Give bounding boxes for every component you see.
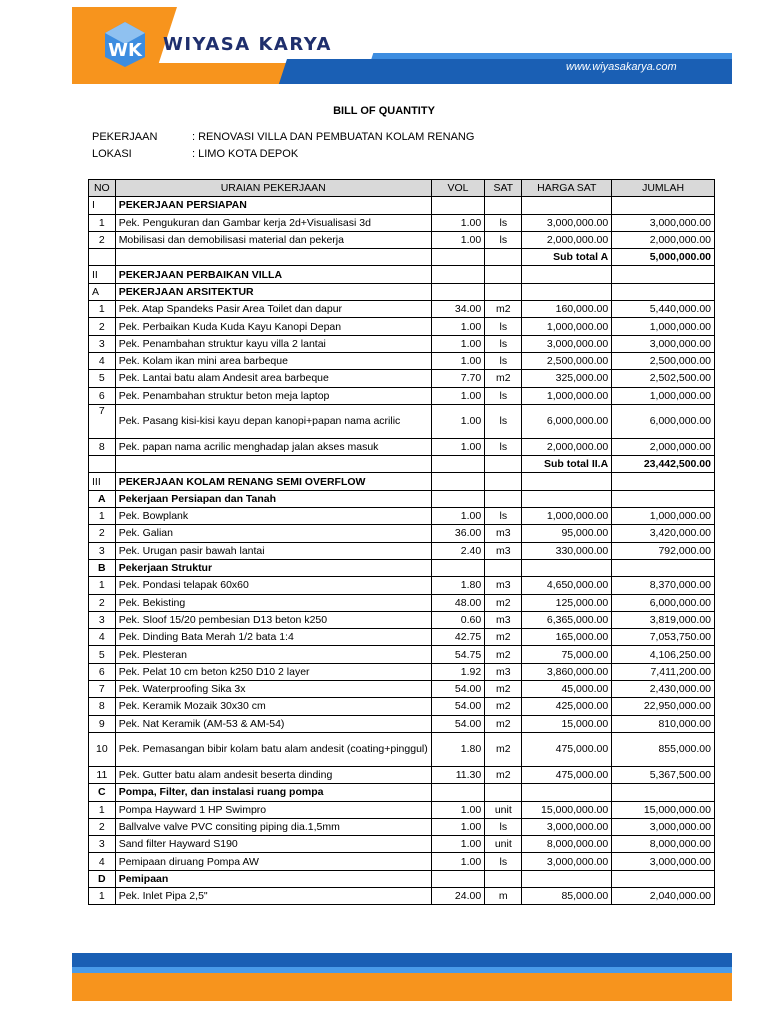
row-harga: 1,000,000.00 (522, 318, 612, 335)
row-harga: 15,000.00 (522, 715, 612, 732)
row-vol: 36.00 (431, 525, 484, 542)
row-vol: 1.00 (431, 818, 484, 835)
row-uraian: Pek. Keramik Mozaik 30x30 cm (115, 698, 431, 715)
empty-cell (431, 490, 484, 507)
row-sat: m3 (485, 525, 522, 542)
row-harga: 85,000.00 (522, 887, 612, 904)
empty-cell (612, 870, 715, 887)
empty-cell (522, 490, 612, 507)
empty-cell (522, 473, 612, 490)
row-harga: 425,000.00 (522, 698, 612, 715)
subtotal-value: 5,000,000.00 (612, 249, 715, 266)
row-no: C (89, 784, 116, 801)
empty-cell (522, 197, 612, 214)
row-jumlah: 792,000.00 (612, 542, 715, 559)
row-harga: 475,000.00 (522, 732, 612, 766)
row-no: 8 (89, 698, 116, 715)
row-no: 5 (89, 646, 116, 663)
subtotal-row (89, 456, 715, 473)
row-uraian: Pek. Lantai batu alam Andesit area barbeque (115, 370, 431, 387)
row-no: A (89, 490, 116, 507)
header-vol: VOL (431, 180, 484, 197)
row-sat: ls (485, 231, 522, 248)
row-uraian: Mobilisasi dan demobilisasi material dan pekerja (115, 231, 431, 248)
table-row (89, 629, 715, 646)
row-jumlah: 2,502,500.00 (612, 370, 715, 387)
row-vol: 1.00 (431, 438, 484, 455)
row-uraian: Pek. Penambahan struktur kayu villa 2 lantai (115, 335, 431, 352)
empty-cell (431, 870, 484, 887)
empty-cell (485, 870, 522, 887)
row-jumlah: 4,106,250.00 (612, 646, 715, 663)
row-sat: m2 (485, 629, 522, 646)
row-sat: ls (485, 352, 522, 369)
table-row (89, 853, 715, 870)
table-row (89, 404, 715, 438)
row-uraian: Ballvalve valve PVC consiting piping dia.1,5mm (115, 818, 431, 835)
row-jumlah: 2,040,000.00 (612, 887, 715, 904)
website-url[interactable]: www.wiyasakarya.com (566, 61, 677, 73)
row-harga: 2,000,000.00 (522, 231, 612, 248)
empty-cell (485, 490, 522, 507)
row-jumlah: 22,950,000.00 (612, 698, 715, 715)
row-uraian: Pompa, Filter, dan instalasi ruang pompa (115, 784, 431, 801)
row-vol: 1.00 (431, 387, 484, 404)
section-row (89, 266, 715, 283)
row-uraian: Pek. Pondasi telapak 60x60 (115, 577, 431, 594)
row-jumlah: 6,000,000.00 (612, 404, 715, 438)
subsection-row (89, 784, 715, 801)
pekerjaan-label: PEKERJAAN (92, 131, 158, 143)
row-no: 2 (89, 525, 116, 542)
empty-cell (612, 490, 715, 507)
table-row (89, 732, 715, 766)
row-harga: 95,000.00 (522, 525, 612, 542)
row-no: 1 (89, 508, 116, 525)
row-harga: 3,000,000.00 (522, 818, 612, 835)
row-sat: m2 (485, 715, 522, 732)
empty-cell (89, 249, 116, 266)
row-jumlah: 5,440,000.00 (612, 301, 715, 318)
row-uraian: Pekerjaan Persiapan dan Tanah (115, 490, 431, 507)
row-harga: 125,000.00 (522, 594, 612, 611)
row-uraian: Pek. Waterproofing Sika 3x (115, 681, 431, 698)
row-sat: ls (485, 318, 522, 335)
header-jumlah: JUMLAH (612, 180, 715, 197)
row-no: 11 (89, 766, 116, 783)
row-sat: ls (485, 853, 522, 870)
row-no: 2 (89, 231, 116, 248)
row-vol: 48.00 (431, 594, 484, 611)
footer-banner (72, 953, 732, 1001)
empty-cell (431, 283, 484, 300)
row-jumlah: 8,370,000.00 (612, 577, 715, 594)
row-uraian: Pemipaan diruang Pompa AW (115, 853, 431, 870)
row-jumlah: 6,000,000.00 (612, 594, 715, 611)
subtotal-value: 23,442,500.00 (612, 456, 715, 473)
boq-body (89, 197, 715, 905)
row-sat: m3 (485, 663, 522, 680)
row-vol: 1.00 (431, 836, 484, 853)
row-uraian: PEKERJAAN PERBAIKAN VILLA (115, 266, 431, 283)
row-harga: 6,000,000.00 (522, 404, 612, 438)
empty-cell (431, 473, 484, 490)
row-harga: 8,000,000.00 (522, 836, 612, 853)
row-harga: 3,000,000.00 (522, 214, 612, 231)
row-vol: 1.00 (431, 508, 484, 525)
info-lokasi (92, 148, 298, 160)
row-uraian: Pemipaan (115, 870, 431, 887)
row-vol: 42.75 (431, 629, 484, 646)
row-vol: 34.00 (431, 301, 484, 318)
subtotal-label: Sub total A (522, 249, 612, 266)
row-no: 4 (89, 352, 116, 369)
row-uraian: Sand filter Hayward S190 (115, 836, 431, 853)
row-jumlah: 2,000,000.00 (612, 231, 715, 248)
empty-cell (485, 473, 522, 490)
row-vol: 1.00 (431, 231, 484, 248)
row-no: 1 (89, 887, 116, 904)
row-no: 3 (89, 335, 116, 352)
table-row (89, 611, 715, 628)
row-no: 8 (89, 438, 116, 455)
subsection-row (89, 559, 715, 576)
row-jumlah: 3,000,000.00 (612, 818, 715, 835)
header-uraian: URAIAN PEKERJAAN (115, 180, 431, 197)
row-sat: ls (485, 335, 522, 352)
row-vol: 1.00 (431, 335, 484, 352)
row-uraian: PEKERJAAN ARSITEKTUR (115, 283, 431, 300)
row-uraian: PEKERJAAN PERSIAPAN (115, 197, 431, 214)
row-vol: 1.00 (431, 214, 484, 231)
row-uraian: Pek. Pasang kisi-kisi kayu depan kanopi+papan nama acrilic (115, 404, 431, 438)
lokasi-label: LOKASI (92, 148, 132, 160)
row-uraian: Pekerjaan Struktur (115, 559, 431, 576)
table-row (89, 231, 715, 248)
row-sat: m2 (485, 766, 522, 783)
empty-cell (522, 266, 612, 283)
table-row (89, 508, 715, 525)
row-sat: m3 (485, 611, 522, 628)
row-no: 1 (89, 301, 116, 318)
row-sat: m3 (485, 542, 522, 559)
row-uraian: Pek. Dinding Bata Merah 1/2 bata 1:4 (115, 629, 431, 646)
row-jumlah: 3,000,000.00 (612, 214, 715, 231)
row-uraian: Pek. Inlet Pipa 2,5" (115, 887, 431, 904)
row-uraian: Pek. Sloof 15/20 pembesian D13 beton k250 (115, 611, 431, 628)
row-jumlah: 5,367,500.00 (612, 766, 715, 783)
empty-cell (485, 266, 522, 283)
table-header-row (89, 180, 715, 197)
row-vol: 24.00 (431, 887, 484, 904)
row-sat: m2 (485, 370, 522, 387)
section-row (89, 283, 715, 300)
row-harga: 1,000,000.00 (522, 508, 612, 525)
table-row (89, 370, 715, 387)
row-jumlah: 3,819,000.00 (612, 611, 715, 628)
row-jumlah: 7,053,750.00 (612, 629, 715, 646)
row-vol: 1.92 (431, 663, 484, 680)
subsection-row (89, 870, 715, 887)
row-harga: 3,000,000.00 (522, 335, 612, 352)
empty-cell (612, 266, 715, 283)
row-vol: 1.00 (431, 801, 484, 818)
row-harga: 15,000,000.00 (522, 801, 612, 818)
row-vol: 2.40 (431, 542, 484, 559)
row-uraian: Pek. Pemasangan bibir kolam batu alam andesit (coating+pinggul) (115, 732, 431, 766)
row-vol: 1.00 (431, 352, 484, 369)
row-vol: 1.00 (431, 853, 484, 870)
empty-cell (431, 249, 484, 266)
row-no: III (89, 473, 116, 490)
row-uraian: Pek. Nat Keramik (AM-53 & AM-54) (115, 715, 431, 732)
empty-cell (612, 283, 715, 300)
row-no: 3 (89, 611, 116, 628)
row-no: 6 (89, 387, 116, 404)
row-harga: 475,000.00 (522, 766, 612, 783)
empty-cell (115, 456, 431, 473)
empty-cell (431, 784, 484, 801)
row-harga: 3,860,000.00 (522, 663, 612, 680)
row-jumlah: 15,000,000.00 (612, 801, 715, 818)
row-vol: 1.80 (431, 732, 484, 766)
table-row (89, 663, 715, 680)
row-jumlah: 2,430,000.00 (612, 681, 715, 698)
company-logo (95, 14, 155, 74)
header-sat: SAT (485, 180, 522, 197)
brand-name: WIYASA KARYA (163, 34, 332, 55)
row-uraian: Pompa Hayward 1 HP Swimpro (115, 801, 431, 818)
empty-cell (485, 197, 522, 214)
logo-letters: WK (108, 40, 142, 61)
row-uraian: Pek. Gutter batu alam andesit beserta dinding (115, 766, 431, 783)
table-row (89, 818, 715, 835)
row-jumlah: 2,500,000.00 (612, 352, 715, 369)
pekerjaan-value: : RENOVASI VILLA DAN PEMBUATAN KOLAM RENANG (192, 131, 475, 143)
row-uraian: Pek. papan nama acrilic menghadap jalan akses masuk (115, 438, 431, 455)
row-vol: 7.70 (431, 370, 484, 387)
row-vol: 0.60 (431, 611, 484, 628)
row-sat: ls (485, 404, 522, 438)
table-row (89, 801, 715, 818)
row-harga: 2,000,000.00 (522, 438, 612, 455)
row-vol: 11.30 (431, 766, 484, 783)
row-sat: ls (485, 508, 522, 525)
row-no: 6 (89, 663, 116, 680)
row-no: 1 (89, 577, 116, 594)
empty-cell (522, 283, 612, 300)
row-sat: m2 (485, 698, 522, 715)
row-vol: 54.75 (431, 646, 484, 663)
row-no: D (89, 870, 116, 887)
empty-cell (431, 266, 484, 283)
empty-cell (431, 197, 484, 214)
row-uraian: Pek. Bekisting (115, 594, 431, 611)
table-row (89, 387, 715, 404)
subtotal-label: Sub total II.A (522, 456, 612, 473)
row-no: II (89, 266, 116, 283)
row-no: 7 (89, 404, 116, 438)
empty-cell (431, 559, 484, 576)
row-harga: 160,000.00 (522, 301, 612, 318)
row-sat: ls (485, 214, 522, 231)
row-uraian: Pek. Urugan pasir bawah lantai (115, 542, 431, 559)
empty-cell (522, 559, 612, 576)
empty-cell (485, 784, 522, 801)
empty-cell (612, 784, 715, 801)
row-sat: m2 (485, 646, 522, 663)
row-sat: m2 (485, 301, 522, 318)
table-row (89, 646, 715, 663)
row-no: B (89, 559, 116, 576)
row-sat: m2 (485, 681, 522, 698)
info-pekerjaan (92, 131, 474, 143)
row-no: 5 (89, 370, 116, 387)
empty-cell (612, 473, 715, 490)
row-jumlah: 8,000,000.00 (612, 836, 715, 853)
table-row (89, 836, 715, 853)
row-uraian: Pek. Atap Spandeks Pasir Area Toilet dan dapur (115, 301, 431, 318)
row-jumlah: 1,000,000.00 (612, 508, 715, 525)
table-row (89, 438, 715, 455)
row-no: 4 (89, 629, 116, 646)
row-uraian: Pek. Kolam ikan mini area barbeque (115, 352, 431, 369)
row-no: 7 (89, 681, 116, 698)
table-row (89, 318, 715, 335)
row-harga: 6,365,000.00 (522, 611, 612, 628)
empty-cell (431, 456, 484, 473)
row-jumlah: 2,000,000.00 (612, 438, 715, 455)
empty-cell (485, 559, 522, 576)
empty-cell (612, 197, 715, 214)
row-jumlah: 3,420,000.00 (612, 525, 715, 542)
row-sat: m3 (485, 577, 522, 594)
row-jumlah: 3,000,000.00 (612, 335, 715, 352)
empty-cell (115, 249, 431, 266)
row-sat: m (485, 887, 522, 904)
row-no: 4 (89, 853, 116, 870)
row-vol: 54.00 (431, 698, 484, 715)
table-row (89, 681, 715, 698)
table-row (89, 766, 715, 783)
row-vol: 1.00 (431, 404, 484, 438)
table-row (89, 525, 715, 542)
row-sat: ls (485, 818, 522, 835)
row-jumlah: 855,000.00 (612, 732, 715, 766)
table-row (89, 214, 715, 231)
section-row (89, 197, 715, 214)
row-no: A (89, 283, 116, 300)
table-row (89, 715, 715, 732)
row-harga: 325,000.00 (522, 370, 612, 387)
row-vol: 1.00 (431, 318, 484, 335)
empty-cell (612, 559, 715, 576)
row-no: 2 (89, 818, 116, 835)
row-uraian: Pek. Bowplank (115, 508, 431, 525)
empty-cell (485, 283, 522, 300)
row-no: 2 (89, 594, 116, 611)
empty-cell (89, 456, 116, 473)
table-row (89, 352, 715, 369)
row-sat: ls (485, 438, 522, 455)
section-row (89, 473, 715, 490)
boq-table (88, 179, 715, 905)
lokasi-value: : LIMO KOTA DEPOK (192, 148, 299, 160)
header-harga: HARGA SAT (522, 180, 612, 197)
subsection-row (89, 490, 715, 507)
header-no: NO (89, 180, 116, 197)
row-sat: ls (485, 387, 522, 404)
document-title: BILL OF QUANTITY (333, 105, 435, 117)
row-harga: 3,000,000.00 (522, 853, 612, 870)
subtotal-row (89, 249, 715, 266)
row-vol: 54.00 (431, 681, 484, 698)
row-vol: 54.00 (431, 715, 484, 732)
table-row (89, 301, 715, 318)
row-harga: 330,000.00 (522, 542, 612, 559)
row-harga: 75,000.00 (522, 646, 612, 663)
row-sat: unit (485, 801, 522, 818)
row-jumlah: 1,000,000.00 (612, 387, 715, 404)
row-uraian: Pek. Penambahan struktur beton meja laptop (115, 387, 431, 404)
row-uraian: Pek. Perbaikan Kuda Kuda Kayu Kanopi Depan (115, 318, 431, 335)
row-no: I (89, 197, 116, 214)
row-harga: 2,500,000.00 (522, 352, 612, 369)
row-harga: 1,000,000.00 (522, 387, 612, 404)
row-jumlah: 7,411,200.00 (612, 663, 715, 680)
table-row (89, 887, 715, 904)
row-sat: m2 (485, 594, 522, 611)
row-harga: 4,650,000.00 (522, 577, 612, 594)
row-uraian: Pek. Plesteran (115, 646, 431, 663)
table-row (89, 335, 715, 352)
row-sat: m2 (485, 732, 522, 766)
row-vol: 1.80 (431, 577, 484, 594)
row-uraian: Pek. Pelat 10 cm beton k250 D10 2 layer (115, 663, 431, 680)
empty-cell (485, 456, 522, 473)
empty-cell (485, 249, 522, 266)
row-no: 1 (89, 214, 116, 231)
table-row (89, 594, 715, 611)
row-jumlah: 1,000,000.00 (612, 318, 715, 335)
row-jumlah: 3,000,000.00 (612, 853, 715, 870)
table-row (89, 698, 715, 715)
row-jumlah: 810,000.00 (612, 715, 715, 732)
row-no: 10 (89, 732, 116, 766)
table-row (89, 542, 715, 559)
row-uraian: Pek. Pengukuran dan Gambar kerja 2d+Visualisasi 3d (115, 214, 431, 231)
row-no: 9 (89, 715, 116, 732)
table-row (89, 577, 715, 594)
row-harga: 165,000.00 (522, 629, 612, 646)
row-harga: 45,000.00 (522, 681, 612, 698)
empty-cell (522, 870, 612, 887)
empty-cell (522, 784, 612, 801)
row-uraian: Pek. Galian (115, 525, 431, 542)
row-no: 3 (89, 542, 116, 559)
row-no: 1 (89, 801, 116, 818)
row-sat: unit (485, 836, 522, 853)
row-uraian: PEKERJAAN KOLAM RENANG SEMI OVERFLOW (115, 473, 431, 490)
footer-orange-band (72, 973, 732, 1001)
row-no: 3 (89, 836, 116, 853)
row-no: 2 (89, 318, 116, 335)
